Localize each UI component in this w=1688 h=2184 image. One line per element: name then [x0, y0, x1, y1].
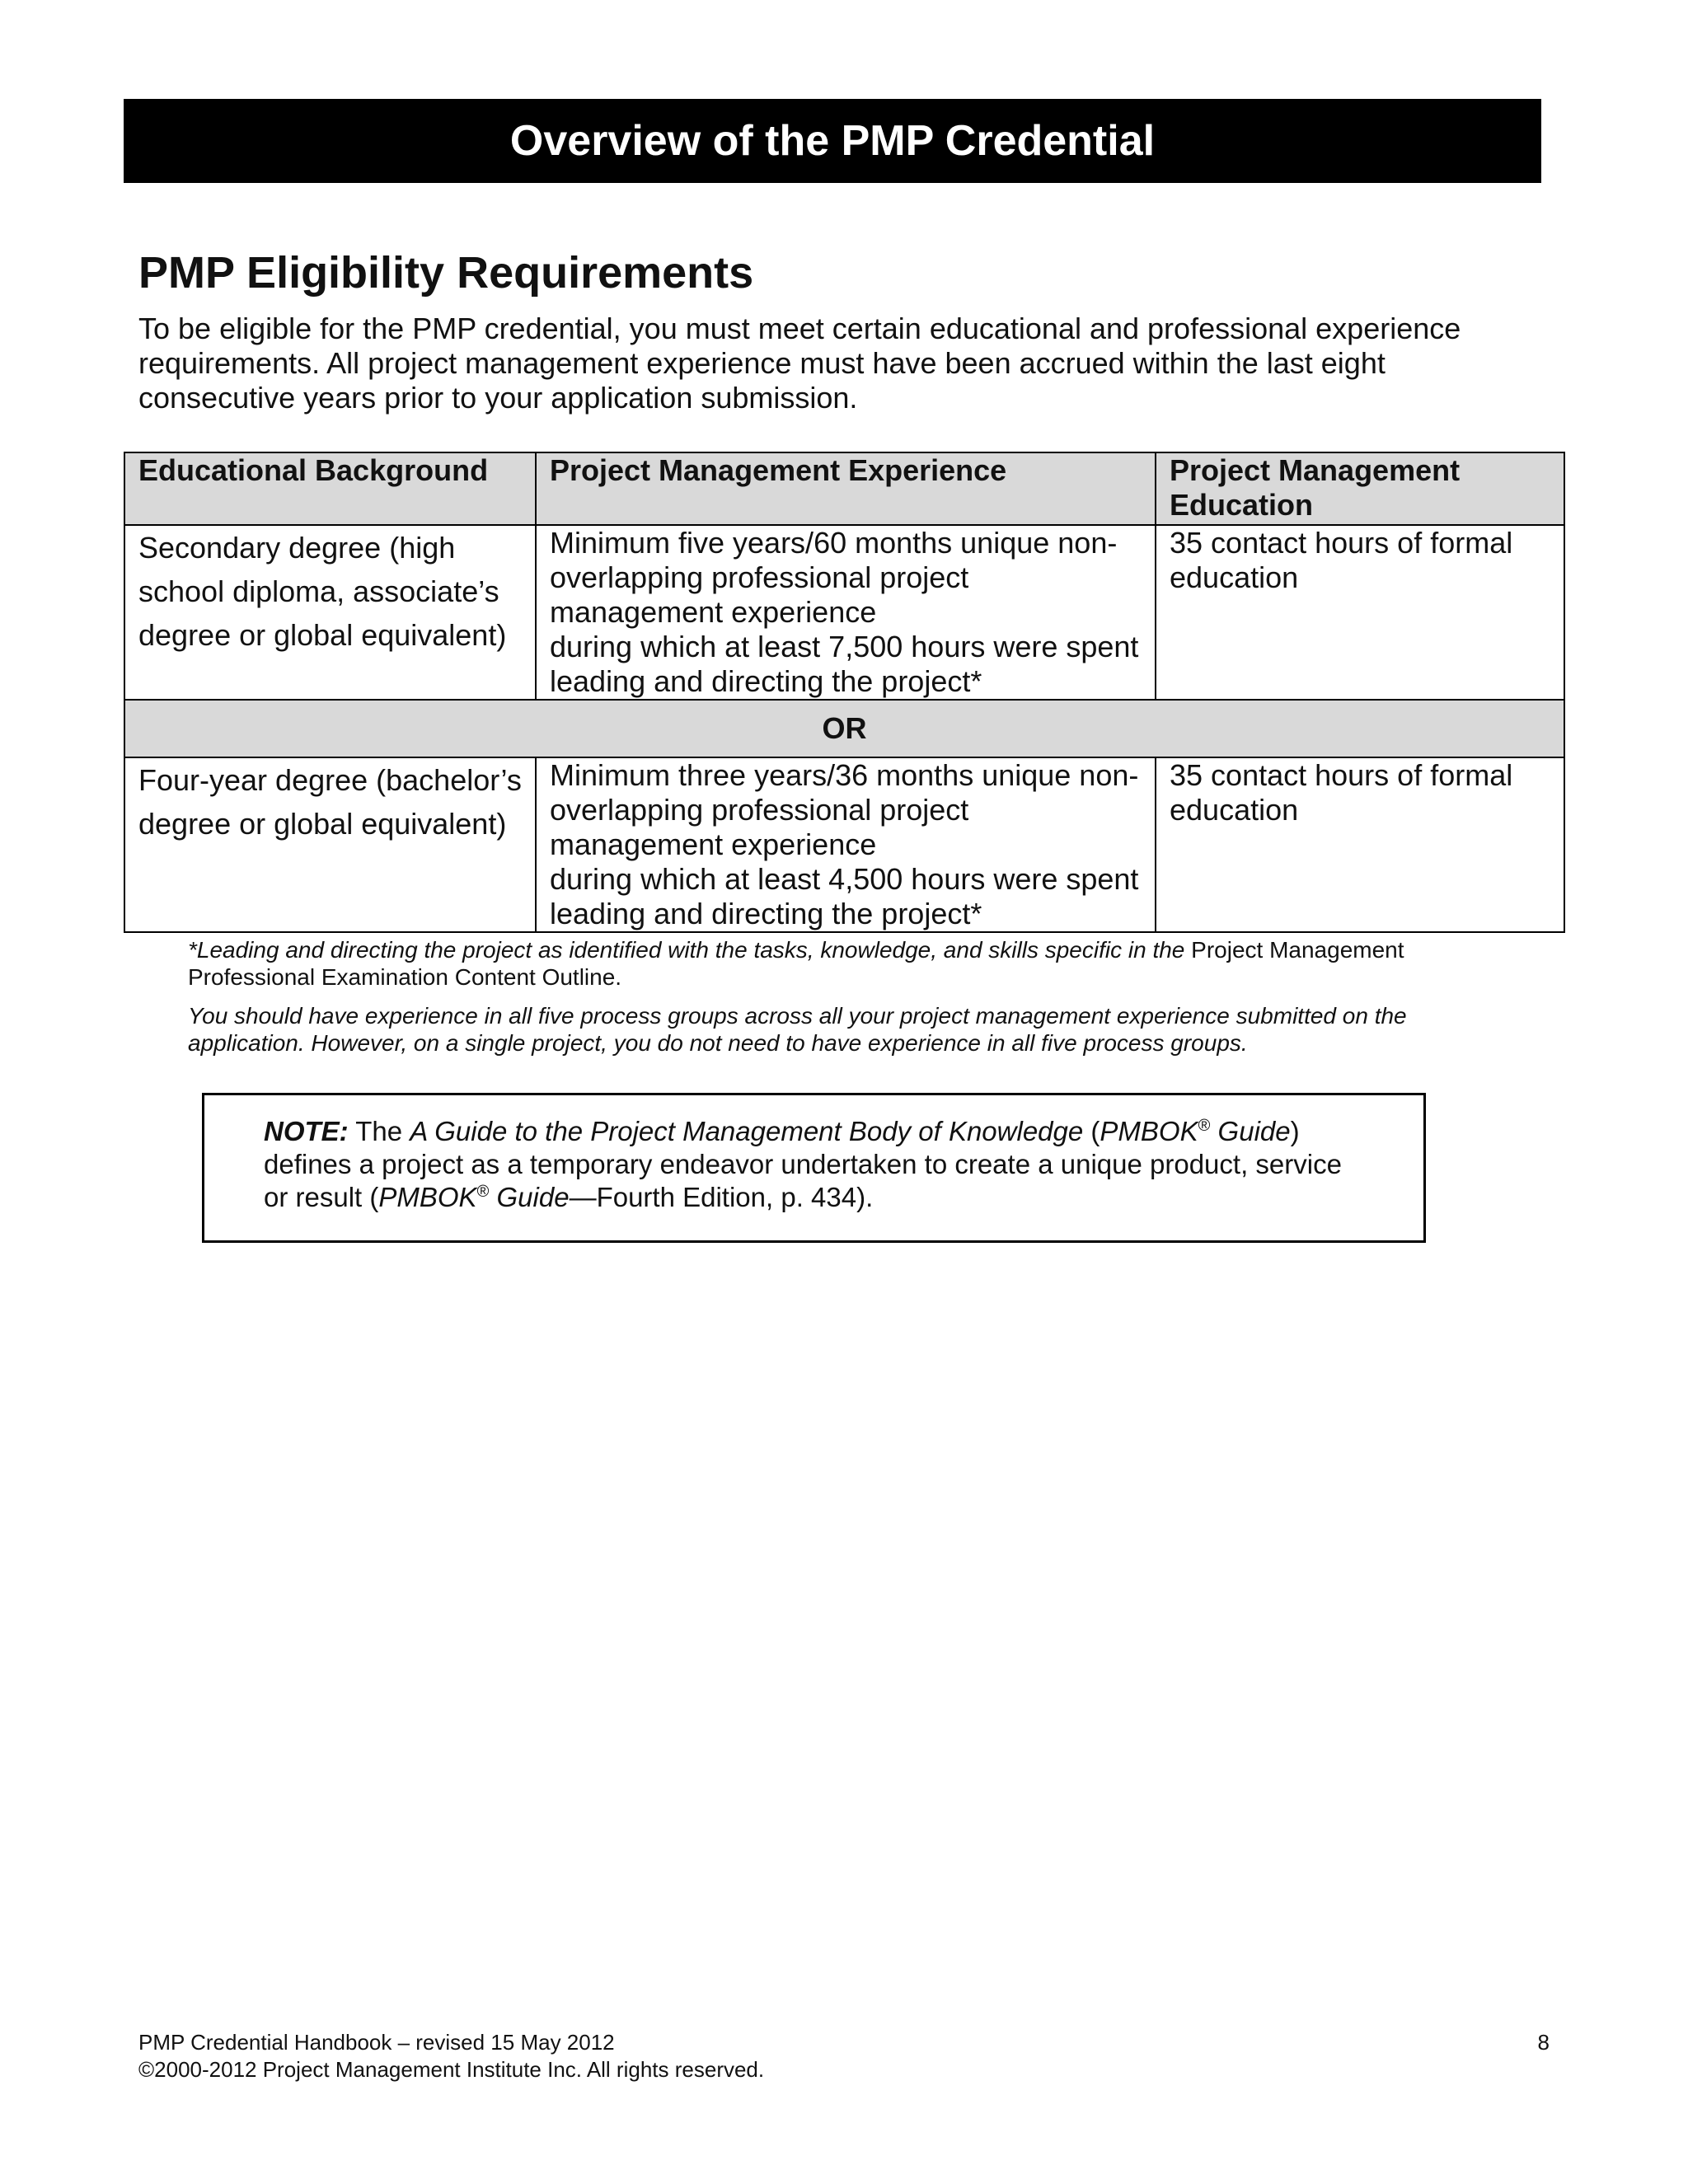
- note-label: NOTE:: [264, 1116, 349, 1146]
- note-pmbok: PMBOK: [1100, 1116, 1198, 1146]
- footer-copyright: ©2000-2012 Project Management Institute Inc. All rights reserved.: [138, 2057, 765, 2082]
- registered-mark: ®: [476, 1183, 490, 1201]
- cell-experience: [536, 757, 1156, 932]
- cell-education: 35 contact hours of formal education: [1156, 525, 1564, 700]
- note-guide: Guide: [1217, 1116, 1291, 1146]
- registered-mark: ®: [1198, 1117, 1211, 1135]
- header-pm-experience: Project Management Experience: [536, 452, 1156, 525]
- cell-education: 35 contact hours of formal education: [1156, 757, 1564, 932]
- cell-experience: [536, 525, 1156, 700]
- footnote-leading: [188, 936, 1523, 991]
- header-pm-education: Project Management Education: [1156, 452, 1564, 525]
- eligibility-table: [124, 452, 1565, 933]
- cell-background: Four-year degree (bachelor’s degree or global equivalent): [124, 757, 536, 932]
- page-number: 8: [1537, 2030, 1550, 2055]
- footnotes: [188, 936, 1523, 1068]
- section-heading: PMP Eligibility Requirements: [138, 248, 754, 298]
- note-text: ): [1290, 1116, 1300, 1146]
- footer: [138, 2029, 764, 2083]
- footnote-plain: Project Management Professional Examination Content Outline.: [188, 937, 1404, 990]
- or-separator: OR: [124, 700, 1564, 757]
- table-header-row: [124, 452, 1564, 525]
- note-pmbok: PMBOK: [378, 1182, 477, 1212]
- footer-handbook: PMP Credential Handbook – revised 15 May 2012: [138, 2030, 615, 2055]
- note-guide-title: A Guide to the Project Management Body of Knowledge: [410, 1116, 1084, 1146]
- page-banner: [124, 99, 1541, 183]
- table-row: [124, 525, 1564, 700]
- experience-line: during which at least 7,500 hours were spent leading and directing the project*: [550, 630, 1139, 698]
- experience-line: during which at least 4,500 hours were spent leading and directing the project*: [550, 862, 1139, 930]
- separator-row: [124, 700, 1564, 757]
- cell-background: Secondary degree (high school diploma, associate’s degree or global equivalent): [124, 525, 536, 700]
- footnote-italic: *Leading and directing the project as identified with the tasks, knowledge, and skills specific in the: [188, 937, 1185, 963]
- experience-line: Minimum five years/60 months unique non-overlapping professional project management experience: [550, 526, 1118, 629]
- note-definition: defines a project as a temporary endeavor undertaken to create a unique product, service or result (: [264, 1149, 1342, 1212]
- experience-line: Minimum three years/36 months unique non-overlapping professional project management experience: [550, 758, 1139, 861]
- note-text: The: [355, 1116, 403, 1146]
- note-citation: —Fourth Edition, p. 434).: [569, 1182, 874, 1212]
- note-box: [202, 1093, 1426, 1243]
- footnote-italic: You should have experience in all five process groups across all your project management experience submitted on the application. However, on a single project, you do not need to have experience in all five process groups.: [188, 1003, 1407, 1056]
- note-guide: Guide: [496, 1182, 570, 1212]
- table-row: [124, 757, 1564, 932]
- note-text: (: [1090, 1116, 1100, 1146]
- header-educational-background: Educational Background: [124, 452, 536, 525]
- footnote-process-groups: [188, 1002, 1523, 1057]
- banner-title: Overview of the PMP Credential: [509, 117, 1156, 165]
- intro-paragraph: To be eligible for the PMP credential, you must meet certain educational and professional experience requirements. All project management experience must have been accrued within the last eight consecutive years prior to your application submission.: [138, 312, 1461, 415]
